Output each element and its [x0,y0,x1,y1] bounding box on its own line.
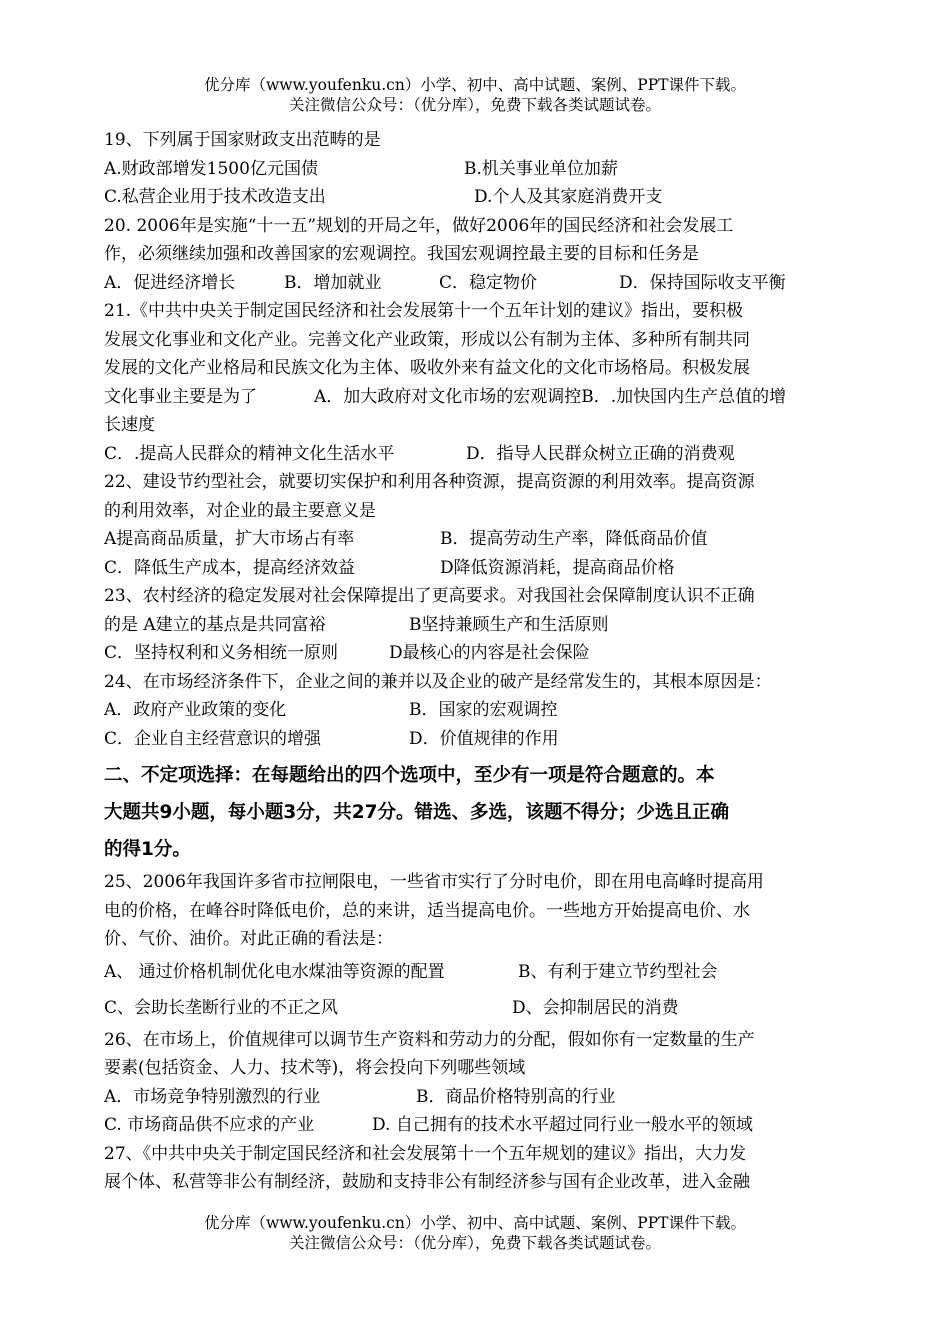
q20-line-2: 作，必须继续加强和改善国家的宏观调控。我国宏观调控最主要的目标和任务是 [104,244,699,264]
q24-options-cd [104,725,849,754]
q24-option-d: D．价值规律的作用 [409,728,559,749]
section2-line-2: 大题共9小题，每小题3分，共27分。错选、多选，该题不得分；少选且正确 [104,802,729,823]
q24-options-ab [104,696,849,725]
q24-option-b: B．国家的宏观调控 [409,700,558,720]
q21-line-4 [104,383,849,412]
q23-line-2 [104,611,849,640]
q20-option-b: B．增加就业 [284,272,382,293]
q25-options-cd [104,990,849,1026]
q25-line-3: 价、气价、油价。对此正确的看法是： [104,929,393,949]
q25-option-d: D、会抑制居民的消费 [512,997,679,1018]
header-line-2: 关注微信公众号：（优分库），免费下载各类试题试卷。 [288,96,661,114]
q27-line-1: 27、《中共中央关于制定国民经济和社会发展第十一个五年规划的建议》指出，大力发 [104,1143,747,1164]
section2-line-3: 的得1分。 [104,839,191,860]
q26-option-d: D. 自己拥有的技术水平超过同行业一般水平的领域 [372,1115,753,1135]
q21-line-1: 21.《中共中央关于制定国民经济和社会发展第十一个五年计划的建议》指出，要积极 [104,301,744,321]
q19-options-cd [104,183,849,212]
q19-stem: 19、下列属于国家财政支出范畴的是 [104,130,381,150]
q21-line-4-stem: 文化事业主要是为了 [104,386,257,407]
q19-option-a: A.财政部增发1500亿元国债 [104,158,318,179]
q21-line-3: 发展的文化产业格局和民族文化为主体、吸收外来有益文化的文化市场格局。积极发展 [104,358,750,378]
q25-option-c: C、会助长垄断行业的不正之风 [104,997,339,1018]
q23-options-cd [104,639,849,668]
q20-option-c: C．稳定物价 [439,272,538,293]
footer-line-2: 关注微信公众号：（优分库），免费下载各类试题试卷。 [288,1234,661,1252]
q21-options-cd [104,440,849,469]
q19-option-b: B.机关事业单位加薪 [464,158,618,179]
q26-line-1: 26、在市场上，价值规律可以调节生产资料和劳动力的分配，假如你有一定数量的生产 [104,1029,755,1050]
q21-line-5: 长速度 [104,415,155,435]
q25-options-ab [104,954,849,990]
q21-option-c: C．.提高人民群众的精神文化生活水平 [104,443,395,464]
q23-option-d: D最核心的内容是社会保险 [389,643,590,663]
q26-option-c: C. 市场商品供不应求的产业 [104,1115,315,1135]
q26-line-2: 要素(包括资金、人力、技术等)，将会投向下列哪些领域 [104,1058,526,1078]
q22-line-2: 的利用效率，对企业的最主要意义是 [104,500,376,521]
q25-option-a: A、 通过价格机制优化电水煤油等资源的配置 [104,961,445,982]
footer-line-1: 优分库（www.youfenku.cn）小学、初中、高中试题、案例、PPT课件下载。 [203,1214,747,1232]
q23-option-c: C．坚持权利和义务相统一原则 [104,643,339,663]
q27-line-2: 展个体、私营等非公有制经济，鼓励和支持非公有制经济参与国有企业改革，进入金融 [104,1172,750,1192]
q19-options-ab [104,155,849,184]
q22-option-b: B．提高劳动生产率，降低商品价值 [440,529,708,549]
q26-option-b: B．商品价格特别高的行业 [416,1086,616,1107]
q23-option-a: 的是 A建立的基点是共同富裕 [104,614,326,635]
page-footer [0,1213,950,1253]
q20-options [104,269,849,298]
header-line-1: 优分库（www.youfenku.cn）小学、初中、高中试题、案例、PPT课件下载。 [203,76,747,94]
q26-options-cd [104,1111,849,1140]
q19-option-d: D.个人及其家庭消费开支 [474,187,663,207]
q24-option-a: A．政府产业政策的变化 [104,700,287,720]
q20-option-d: D．保持国际收支平衡 [619,272,786,293]
q21-option-ab: A．加大政府对文化市场的宏观调控B．.加快国内生产总值的增 [314,386,787,407]
q21-line-2: 发展文化事业和文化产业。完善文化产业政策，形成以公有制为主体、多种所有制共同 [104,329,750,350]
q20-line-1: 20. 2006年是实施“十一五”规划的开局之年，做好2006年的国民经济和社会发展工 [104,215,734,236]
document-body [104,126,849,1197]
q19-option-c: C.私营企业用于技术改造支出 [104,187,326,207]
q22-line-1: 22、建设节约型社会，就要切实保护和利用各种资源，提高资源的利用效率。提高资源 [104,472,755,492]
q22-options-cd [104,554,849,583]
q25-option-b: B、有利于建立节约型社会 [518,961,718,982]
q22-options-ab [104,525,849,554]
q20-option-a: A．促进经济增长 [104,272,236,293]
q26-option-a: A．市场竞争特别激烈的行业 [104,1086,321,1107]
q24-stem: 24、在市场经济条件下，企业之间的兼并以及企业的破产是经常发生的，其根本原因是： [104,671,772,692]
q25-line-2: 电的价格，在峰谷时降低电价，总的来讲，适当提高电价。一些地方开始提高电价、水 [104,900,750,921]
q24-option-c: C．企业自主经营意识的增强 [104,728,322,749]
q22-option-c: C．降低生产成本，提高经济效益 [104,557,356,578]
q23-option-b: B坚持兼顾生产和生活原则 [409,614,609,635]
q22-option-a: A提高商品质量，扩大市场占有率 [104,529,355,549]
page-header [0,75,950,115]
q26-options-ab [104,1083,849,1112]
q21-option-d: D．指导人民群众树立正确的消费观 [466,443,735,464]
q25-line-1: 25、2006年我国许多省市拉闸限电，一些省市实行了分时电价，即在用电高峰时提高用 [104,872,764,892]
section2-line-1: 二、不定项选择：在每题给出的四个选项中，至少有一项是符合题意的。本 [104,765,715,786]
q23-line-1: 23、农村经济的稳定发展对社会保障提出了更高要求。对我国社会保障制度认识不正确 [104,586,755,606]
q22-option-d: D降低资源消耗，提高商品价格 [440,557,675,578]
